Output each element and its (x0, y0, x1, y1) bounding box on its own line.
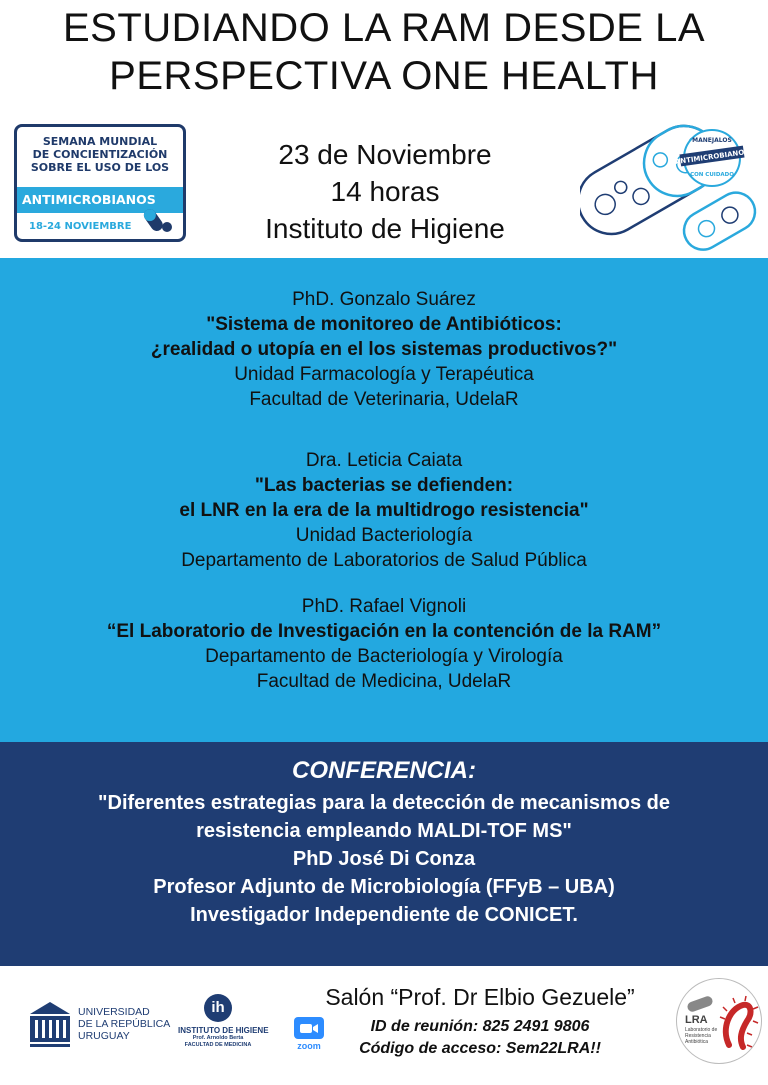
speaker-affiliation: Facultad de Veterinaria, UdelaR (249, 389, 519, 410)
speaker-2 (0, 448, 768, 573)
event-time: 14 horas (330, 176, 440, 207)
conference-section (0, 742, 768, 966)
badge-heading (17, 135, 183, 174)
event-details (196, 136, 574, 247)
university-building-icon (28, 1000, 72, 1050)
udelar-line-2: DE LA REPÚBLICA (78, 1018, 171, 1030)
venue-name: Salón “Prof. Dr Elbio Gezuele” (325, 984, 635, 1010)
lra-sub-1: Laboratorio de (685, 1027, 718, 1033)
title-line-2: PERSPECTIVA ONE HEALTH (109, 54, 659, 98)
zoom-label: zoom (297, 1041, 321, 1051)
speaker-name: PhD. Gonzalo Suárez (292, 289, 476, 310)
badge-band: ANTIMICROBIANOS (14, 187, 186, 213)
conference-heading: CONFERENCIA: (292, 757, 476, 784)
lra-sub-3: Antibiótica (685, 1039, 709, 1045)
logo-bottom-text: CON CUIDADO (690, 172, 734, 178)
lra-sub-2: Resistencia (685, 1033, 711, 1039)
badge-line-2: DE CONCIENTIZACIÓN (32, 148, 168, 161)
lra-logo (676, 978, 762, 1064)
badge-dates: 18-24 NOVIEMBRE (29, 221, 132, 232)
pills-icon (143, 201, 173, 235)
ih-mark: ih (204, 994, 232, 1022)
meeting-id[interactable]: ID de reunión: 825 2491 9806 (370, 1018, 590, 1035)
conference-line: Investigador Independiente de CONICET. (190, 904, 578, 926)
video-camera-icon (294, 1017, 324, 1039)
lra-title: LRA (685, 1014, 708, 1026)
access-code[interactable]: Código de acceso: Sem22LRA!! (359, 1040, 601, 1057)
ih-sub-1: Prof. Arnoldo Berta (192, 1035, 244, 1041)
ih-sub-2: FACULTAD DE MEDICINA (184, 1042, 252, 1048)
conference-line: resistencia empleando MALDI-TOF MS" (196, 820, 572, 842)
udelar-logo (28, 1000, 188, 1060)
lra-subtitle (685, 1027, 717, 1045)
event-date: 23 de Noviembre (278, 139, 492, 170)
talk-title: “El Laboratorio de Investigación en la contención de la RAM” (106, 621, 662, 642)
logo-band-text: ANTIMICROBIANOS (674, 147, 750, 167)
awareness-week-badge (14, 124, 186, 242)
capsule-logo (580, 102, 758, 256)
event-place: Instituto de Higiene (265, 213, 505, 244)
talk-title: "Las bacterias se defienden: (254, 475, 514, 496)
title-line-1: ESTUDIANDO LA RAM DESDE LA (62, 6, 706, 50)
conference-line: "Diferentes estrategias para la detección de mecanismos de (98, 792, 670, 814)
talk-title: "Sistema de monitoreo de Antibióticos: (206, 314, 562, 335)
speaker-3 (0, 594, 768, 694)
conference-body (0, 789, 768, 929)
talk-title: ¿realidad o utopía en el los sistemas productivos?" (150, 339, 618, 360)
speaker-affiliation: Unidad Bacteriología (295, 525, 473, 546)
page-title (0, 4, 768, 100)
speaker-1 (0, 287, 768, 412)
speaker-name: PhD. Rafael Vignoli (301, 596, 467, 617)
speakers-section (0, 258, 768, 742)
speaker-affiliation: Facultad de Medicina, UdelaR (256, 671, 512, 692)
speaker-affiliation: Departamento de Bacteriología y Virología (205, 646, 563, 667)
speaker-affiliation: Departamento de Laboratorios de Salud Pública (181, 550, 587, 571)
badge-line-3: SOBRE EL USO DE LOS (30, 161, 170, 174)
speaker-name: Dra. Leticia Caiata (305, 450, 463, 471)
talk-title: el LNR en la era de la multidrogo resistencia" (179, 500, 589, 521)
speaker-affiliation: Unidad Farmacología y Terapéutica (234, 364, 534, 385)
udelar-line-3: URUGUAY (78, 1030, 130, 1042)
instituto-higiene-logo (178, 990, 269, 1070)
udelar-name (78, 1006, 170, 1042)
badge-line-1: SEMANA MUNDIAL (42, 135, 158, 148)
udelar-line-1: UNIVERSIDAD (78, 1006, 150, 1018)
zoom-logo[interactable] (290, 1017, 328, 1055)
conference-speaker: PhD José Di Conza (292, 848, 476, 870)
meeting-info (330, 1016, 630, 1060)
ih-name: INSTITUTO DE HIGIENE (178, 1026, 269, 1035)
logo-top-text: MANEJALOS (692, 137, 732, 144)
conference-line: Profesor Adjunto de Microbiología (FFyB – UBA) (153, 876, 615, 898)
